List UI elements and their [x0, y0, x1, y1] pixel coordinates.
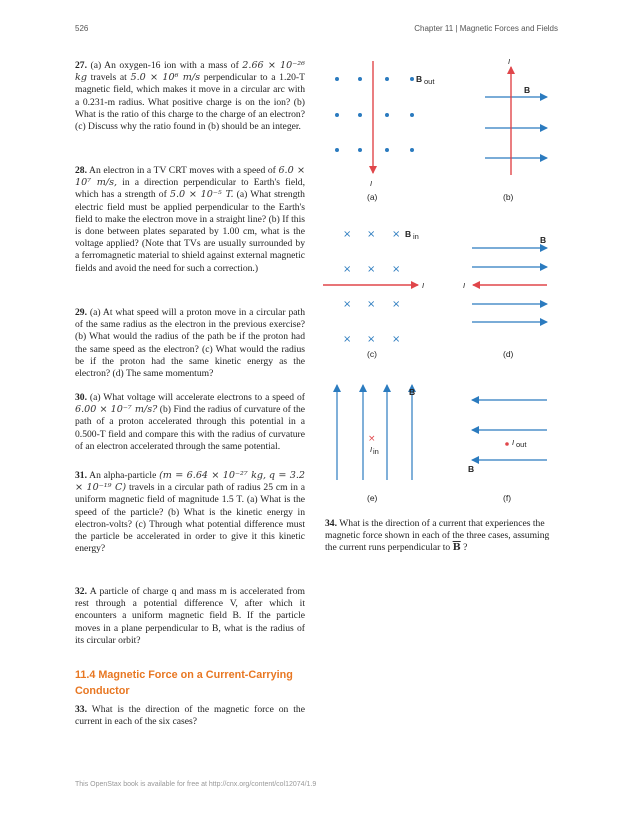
svg-text:×: × [367, 334, 376, 345]
problem-number: 30. [75, 392, 87, 403]
svg-text:×: × [392, 334, 401, 345]
panel-b-label: (b) [503, 192, 514, 202]
svg-text:×: × [343, 299, 352, 310]
problem-30: 30. (a) What voltage will accelerate electrons to a speed of 6.00 × 10⁻⁷ m/s? (b) Find the radius of curvature of the path of a proton accelerated through this potential in a 0.500-T field and compare this with the radius of curvature of an electron accelerated through the same potential. [75, 392, 306, 452]
current-label: I [370, 179, 373, 188]
b-sub-out: out [424, 77, 435, 86]
magnetic-force-figure [315, 55, 560, 510]
panel-a [335, 61, 435, 202]
math-field: 5.0 × 10⁻⁵ T. [169, 189, 234, 201]
math-speed: 6.00 × 10⁻⁷ m/s? [75, 404, 158, 416]
field-dots-out [335, 77, 414, 152]
problem-32: 32. A particle of charge q and mass m is accelerated from rest through a potential difference V, after which it encounters a uniform magnetic field B. If the particle moves in a plane perpendicular to B, what is the radius of its circular orbit? [75, 586, 305, 646]
panel-b [485, 57, 547, 202]
problem-number: 27. [75, 60, 87, 71]
problem-number: 28. [75, 165, 87, 176]
b-label: B [540, 235, 547, 245]
panel-c [343, 229, 400, 345]
panel-d [463, 235, 547, 359]
b-sub-in: in [413, 232, 419, 241]
panel-a-label: (a) [367, 192, 378, 202]
math-speed: 6.0 × 10⁷ m/s, [75, 165, 305, 189]
svg-text:×: × [343, 264, 352, 275]
panel-f [468, 400, 547, 503]
problem-28: 28. An electron in a TV CRT moves with a speed of 6.0 × 10⁷ m/s, in a direction perpendicular to Earth's field, which has a strength of 5.0 × 10⁻⁵ T. (a) What strength electric field must be applied perpendicular to the Earth's field to make the electron move in a straight line? (b) If this is done between plates separated by 1.00 cm, what is the voltage applied? (Note that TVs are usually surrounded by a ferromagnetic material to shield against external magnetic fields and avoid the need for such a correction.) [75, 165, 306, 274]
page-number: 526 [75, 24, 89, 33]
b-label: B [409, 387, 416, 397]
section-heading: 11.4 Magnetic Force on a Current-Carrying Conductor [75, 669, 293, 697]
current-in-mark: × [368, 434, 376, 444]
math-charge: q = 3.2 × 10⁻¹⁹ C) [75, 470, 306, 494]
problem-number: 32. [75, 586, 87, 597]
svg-text:×: × [367, 264, 376, 275]
problem-34: 34. What is the direction of a current that experiences the magnetic force shown in each of the three cases, assuming the current runs perpendicular to $\overline{B}$ ? [325, 518, 550, 554]
current-label: I [370, 445, 373, 454]
panel-d-label: (d) [503, 349, 514, 359]
current-label: I [508, 57, 511, 66]
current-label: I [512, 438, 515, 447]
footer-note: This OpenStax book is available for free at http://cnx.org/content/col12074/1.9 [75, 781, 317, 788]
problem-number: 33. [75, 704, 87, 715]
panel-f-label: (f) [503, 493, 512, 503]
b-label: B [405, 229, 412, 239]
math-speed: 5.0 × 10⁶ m/s [130, 72, 201, 84]
current-label: I [422, 281, 425, 290]
current-out-dot [505, 442, 509, 446]
problem-33: 33. What is the direction of the magnetic force on the current in each of the six cases? [75, 704, 305, 728]
svg-text:×: × [367, 229, 376, 240]
b-label: B [524, 85, 531, 95]
problem-number: 31. [75, 470, 87, 481]
problem-31: 31. An alpha-particle (m = 6.64 × 10⁻²⁷ kg, q = 3.2 × 10⁻¹⁹ C) travels in a circular path of radius 25 cm in a uniform magnetic field of magnitude 1.5 T. (a) What is the speed of the particle? (b) What is the kinetic energy in electron-volts? (c) Through what potential difference must the particle be accelerated in order to give it this kinetic energy? [75, 470, 306, 555]
problem-27: 27. (a) An oxygen-16 ion with a mass of 2.66 × 10⁻²⁶ kg travels at 5.0 × 10⁶ m/s perpendicular to a 1.20-T magnetic field, which makes it move in a circular arc with a 0.231-m radius. What positive charge is on the ion? (b) What is the ratio of this charge to the charge of an electron? (c) Discuss why the ratio found in (b) should be an integer. [75, 60, 305, 133]
panel-e-label: (e) [367, 493, 378, 503]
svg-text:×: × [343, 334, 352, 345]
vector-b: $\overline{B}$ [452, 542, 461, 554]
chapter-title: Chapter 11 | Magnetic Forces and Fields [414, 24, 558, 33]
b-label: B [416, 74, 423, 84]
svg-text:×: × [392, 264, 401, 275]
svg-text:×: × [392, 229, 401, 240]
math-mass: 2.66 × 10⁻²⁶ kg [75, 60, 305, 84]
problem-number: 34. [325, 518, 337, 529]
current-label: I [463, 281, 466, 290]
i-sub-in: in [373, 447, 379, 456]
panel-c-label: (c) [367, 349, 377, 359]
problem-29: 29. (a) At what speed will a proton move in a circular path of the same radius as the electron in the previous exercise? (b) What would the radius of the path be if the proton had the same speed as the electron? (c) What would the radius be if the proton had the same kinetic energy as the electron? (d) The same momentum? [75, 307, 305, 380]
problem-number: 29. [75, 307, 87, 318]
svg-text:×: × [392, 299, 401, 310]
b-label: B [468, 464, 475, 474]
svg-text:×: × [367, 299, 376, 310]
svg-text:×: × [343, 229, 352, 240]
panel-e [337, 385, 415, 503]
math-mass: (m = 6.64 × 10⁻²⁷ kg, [159, 470, 267, 481]
i-sub-out: out [516, 440, 527, 449]
